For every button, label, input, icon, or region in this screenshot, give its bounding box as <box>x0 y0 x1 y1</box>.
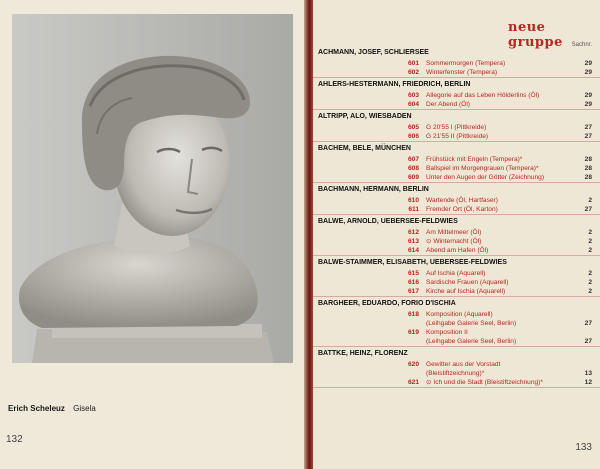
entry-title: Der Abend (Öl) <box>426 101 470 108</box>
catalog-entry <box>313 100 600 109</box>
artist-heading: BALWE-STAIMMER, ELISABETH, UEBERSEE-FELDWIES <box>318 259 507 266</box>
entry-page: 29 <box>584 69 592 76</box>
entry-page: 28 <box>584 174 592 181</box>
catalog-entry <box>313 328 600 337</box>
entry-number: 613 <box>407 238 419 245</box>
entry-title: Unter den Augen der Götter (Zeichnung) <box>426 174 545 181</box>
catalog-entry <box>313 91 600 100</box>
right-page-number: 133 <box>575 442 592 453</box>
book-gutter <box>304 0 313 469</box>
entry-page: 2 <box>588 247 592 254</box>
entry-page: 29 <box>584 101 592 108</box>
entry-number: 611 <box>408 206 419 213</box>
entry-title: Komposition II <box>426 329 468 336</box>
catalog-entry <box>313 155 600 164</box>
catalog-entry <box>313 360 600 369</box>
entry-page: 29 <box>584 60 592 67</box>
entry-number: 620 <box>407 361 419 368</box>
entry-page: 27 <box>584 320 592 327</box>
catalog-entry <box>313 59 600 68</box>
entry-number: 606 <box>407 133 419 140</box>
entry-page: 2 <box>588 229 592 236</box>
catalog-entry <box>313 173 600 182</box>
entry-title: Auf Ischia (Aquarell) <box>426 270 486 277</box>
entry-title: Komposition (Aquarell) <box>426 311 493 318</box>
entry-title: (Leihgabe Galerie Seel, Berlin) <box>426 338 517 345</box>
entry-number: 605 <box>407 124 419 131</box>
entry-page: 2 <box>588 288 592 295</box>
catalog-entry <box>313 164 600 173</box>
caption-work: Gisela <box>73 404 96 413</box>
catalog-entry <box>313 228 600 237</box>
catalog-title: neue gruppe <box>508 20 563 50</box>
entry-number: 618 <box>407 311 419 318</box>
entry-number: 612 <box>407 229 419 236</box>
entry-page: 29 <box>584 92 592 99</box>
artist-heading: BACHEM, BELE, MÜNCHEN <box>318 145 411 152</box>
bust-sculpture-image <box>12 14 293 363</box>
entry-page: 27 <box>584 206 592 213</box>
bust-photograph <box>12 14 293 363</box>
entry-title: Gewitter aus der Vorstadt <box>426 361 501 368</box>
entry-page: 12 <box>584 379 592 386</box>
entry-title: G 21'55 II (Pittkreide) <box>426 133 489 140</box>
artist-heading: AHLERS-HESTERMANN, FRIEDRICH, BERLIN <box>318 81 471 88</box>
artist-heading: BARGHEER, EDUARDO, FORIO D'ISCHIA <box>318 300 456 307</box>
artist-heading: BACHMANN, HERMANN, BERLIN <box>318 186 429 193</box>
entry-number: 607 <box>407 156 419 163</box>
entry-number: 614 <box>407 247 419 254</box>
entry-title: Ballspiel im Morgengrauen (Tempera)* <box>426 165 539 172</box>
artist-section <box>313 297 600 347</box>
column-header: Sachnr. <box>571 42 592 48</box>
entry-number: 604 <box>407 101 419 108</box>
entry-title: ⊙ Ich und die Stadt (Bleistiftzeichnung)* <box>426 379 543 386</box>
entry-number: 601 <box>407 60 419 67</box>
entry-number: 621 <box>407 379 419 386</box>
catalog-entry <box>313 337 600 346</box>
entry-title: Sommermorgen (Tempera) <box>426 60 506 67</box>
photo-caption <box>8 404 96 413</box>
artist-section <box>313 78 600 110</box>
entry-page: 28 <box>584 165 592 172</box>
entry-title: Fremder Ort (Öl, Karton) <box>426 206 498 213</box>
artist-heading: ACHMANN, JOSEF, SCHLIERSEE <box>318 49 429 56</box>
entry-title: Sardische Frauen (Aquarell) <box>426 279 509 286</box>
artist-section <box>313 46 600 78</box>
catalog-entry <box>313 123 600 132</box>
entry-page: 27 <box>584 133 592 140</box>
entry-title: Wartende (Öl, Hartfaser) <box>426 197 498 204</box>
catalog-entry <box>313 378 600 387</box>
entry-title: (Bleistiftzeichnung)* <box>426 370 485 377</box>
entry-number: 610 <box>407 197 419 204</box>
entry-title: (Leihgabe Galerie Seel, Berlin) <box>426 320 517 327</box>
entry-page: 27 <box>584 124 592 131</box>
entry-page: 2 <box>588 238 592 245</box>
catalog-entry <box>313 269 600 278</box>
entry-page: 13 <box>584 370 592 377</box>
catalog-entry <box>313 246 600 255</box>
entry-number: 603 <box>407 92 419 99</box>
entry-title: ⊙ Winternacht (Öl) <box>426 238 482 245</box>
entry-number: 609 <box>407 174 419 181</box>
catalog-entry <box>313 310 600 319</box>
entry-title: Kirche auf Ischia (Aquarell) <box>426 288 506 295</box>
entry-title: Winterfenster (Tempera) <box>426 69 498 76</box>
entry-page: 27 <box>584 338 592 345</box>
catalog-entry <box>313 369 600 378</box>
entry-page: 2 <box>588 197 592 204</box>
entry-number: 602 <box>407 69 419 76</box>
catalog-entry <box>313 132 600 141</box>
entry-number: 617 <box>407 288 419 295</box>
artist-section <box>313 142 600 183</box>
entry-number: 619 <box>407 329 419 336</box>
entry-page: 2 <box>588 270 592 277</box>
entry-title: G 20'55 I (Pittkreide) <box>426 124 487 131</box>
entry-title: Frühstück mit Engeln (Tempera)* <box>426 156 523 163</box>
catalog-entry <box>313 278 600 287</box>
artist-heading: BALWE, ARNOLD, UEBERSEE-FELDWIES <box>318 218 458 225</box>
artist-section <box>313 183 600 215</box>
artist-section <box>313 215 600 256</box>
entry-number: 608 <box>407 165 419 172</box>
entry-title: Allegorie auf das Leben Hölderlins (Öl) <box>426 92 540 99</box>
left-page-number: 132 <box>6 434 23 445</box>
catalog-entry <box>313 319 600 328</box>
entry-title: Am Mittelmeer (Öl) <box>426 229 482 236</box>
artist-section <box>313 110 600 142</box>
artist-entries <box>313 46 600 388</box>
artist-heading: BATTKE, HEINZ, FLORENZ <box>318 350 408 357</box>
entry-number: 615 <box>407 270 419 277</box>
artist-section <box>313 256 600 297</box>
entry-number: 616 <box>407 279 419 286</box>
catalog-entry <box>313 196 600 205</box>
catalog-entry <box>313 237 600 246</box>
caption-artist: Erich Scheleuz <box>8 404 65 413</box>
catalog-entry <box>313 205 600 214</box>
entry-page: 2 <box>588 279 592 286</box>
entry-page: 28 <box>584 156 592 163</box>
catalog-entry <box>313 68 600 77</box>
entry-title: Abend am Hafen (Öl) <box>426 247 489 254</box>
artist-section <box>313 347 600 388</box>
artist-heading: ALTRIPP, ALO, WIESBADEN <box>318 113 412 120</box>
catalog-entry <box>313 287 600 296</box>
